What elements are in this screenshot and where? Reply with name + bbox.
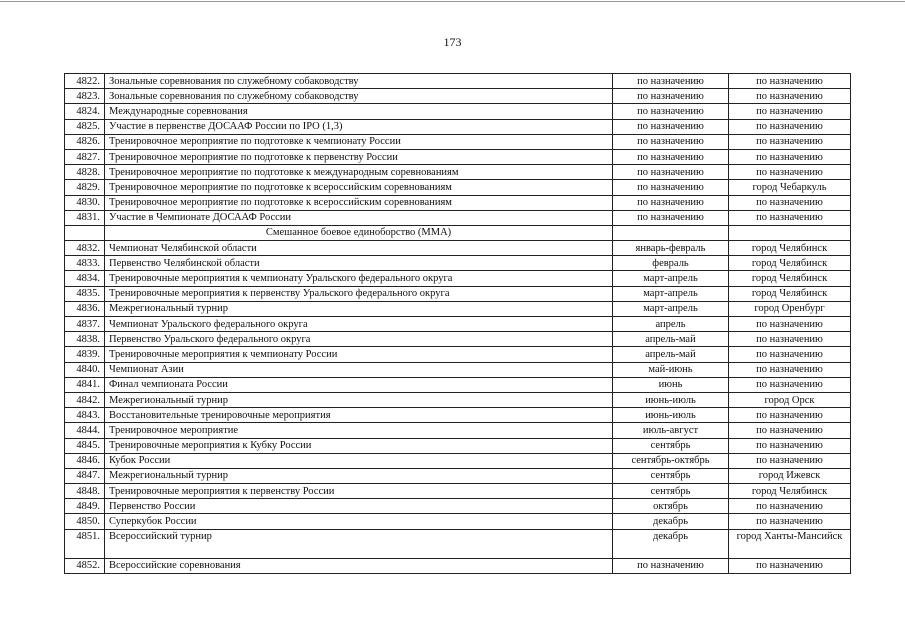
table-row xyxy=(65,362,851,377)
row-number: 4833. xyxy=(65,256,105,271)
table-row xyxy=(65,286,851,301)
table-row xyxy=(65,134,851,149)
table-row xyxy=(65,499,851,514)
event-name: Первенство России xyxy=(105,499,613,514)
event-name: Тренировочные мероприятия к чемпионату Уральского федерального округа xyxy=(105,271,613,286)
row-number: 4835. xyxy=(65,286,105,301)
event-dates: декабрь xyxy=(613,514,729,529)
event-dates: октябрь xyxy=(613,499,729,514)
table-row xyxy=(65,514,851,529)
table-row xyxy=(65,332,851,347)
event-location: по назначению xyxy=(729,438,851,453)
event-location: город Челябинск xyxy=(729,484,851,499)
table-row xyxy=(65,377,851,392)
event-dates: апрель-май xyxy=(613,347,729,362)
event-dates: март-апрель xyxy=(613,301,729,316)
section-num-cell xyxy=(65,225,105,240)
event-dates: декабрь xyxy=(613,529,729,558)
event-dates: по назначению xyxy=(613,558,729,573)
top-rule xyxy=(0,1,905,2)
table-row xyxy=(65,104,851,119)
event-location: по назначению xyxy=(729,104,851,119)
row-number: 4846. xyxy=(65,453,105,468)
event-dates: сентябрь-октябрь xyxy=(613,453,729,468)
event-name: Тренировочное мероприятие по подготовке к первенству России xyxy=(105,149,613,164)
event-location: по назначению xyxy=(729,423,851,438)
event-location: по назначению xyxy=(729,74,851,89)
table-row xyxy=(65,301,851,316)
row-number: 4831. xyxy=(65,210,105,225)
events-table-body xyxy=(65,74,851,574)
event-name: Межрегиональный турнир xyxy=(105,392,613,407)
row-number: 4829. xyxy=(65,180,105,195)
event-name: Тренировочное мероприятие xyxy=(105,423,613,438)
table-row xyxy=(65,392,851,407)
table-row xyxy=(65,149,851,164)
section-place-cell xyxy=(729,225,851,240)
table-row xyxy=(65,317,851,332)
table-row xyxy=(65,529,851,558)
event-name: Суперкубок России xyxy=(105,514,613,529)
event-name: Всероссийские соревнования xyxy=(105,558,613,573)
event-location: город Челябинск xyxy=(729,286,851,301)
table-row xyxy=(65,89,851,104)
row-number: 4852. xyxy=(65,558,105,573)
row-number: 4841. xyxy=(65,377,105,392)
event-name: Чемпионат Челябинской области xyxy=(105,241,613,256)
event-name: Тренировочное мероприятие по подготовке к чемпионату России xyxy=(105,134,613,149)
event-dates: март-апрель xyxy=(613,286,729,301)
event-location: город Челябинск xyxy=(729,256,851,271)
event-name: Тренировочное мероприятие по подготовке к международным соревнованиям xyxy=(105,165,613,180)
events-table xyxy=(64,73,851,574)
event-location: город Орск xyxy=(729,392,851,407)
event-location: по назначению xyxy=(729,558,851,573)
event-name: Зональные соревнования по служебному собаководству xyxy=(105,89,613,104)
event-name: Межрегиональный турнир xyxy=(105,468,613,483)
row-number: 4828. xyxy=(65,165,105,180)
table-row xyxy=(65,241,851,256)
event-name: Всероссийский турнир xyxy=(105,529,613,558)
event-dates: апрель xyxy=(613,317,729,332)
row-number: 4851. xyxy=(65,529,105,558)
event-name: Участие в первенстве ДОСААФ России по IPO (1,3) xyxy=(105,119,613,134)
page-number: 173 xyxy=(443,35,462,49)
event-dates: по назначению xyxy=(613,74,729,89)
row-number: 4823. xyxy=(65,89,105,104)
event-name: Первенство Уральского федерального округа xyxy=(105,332,613,347)
event-dates: июль-август xyxy=(613,423,729,438)
event-location: по назначению xyxy=(729,499,851,514)
row-number: 4827. xyxy=(65,149,105,164)
event-dates: по назначению xyxy=(613,195,729,210)
event-name: Тренировочные мероприятия к первенству России xyxy=(105,484,613,499)
event-location: по назначению xyxy=(729,89,851,104)
event-name: Чемпионат Азии xyxy=(105,362,613,377)
table-row xyxy=(65,558,851,573)
event-name: Межрегиональный турнир xyxy=(105,301,613,316)
table-row xyxy=(65,195,851,210)
event-dates: июнь-июль xyxy=(613,408,729,423)
event-location: по назначению xyxy=(729,210,851,225)
event-location: город Чебаркуль xyxy=(729,180,851,195)
event-location: по назначению xyxy=(729,514,851,529)
row-number: 4824. xyxy=(65,104,105,119)
row-number: 4839. xyxy=(65,347,105,362)
event-name: Чемпионат Уральского федерального округа xyxy=(105,317,613,332)
event-location: по назначению xyxy=(729,347,851,362)
row-number: 4844. xyxy=(65,423,105,438)
table-row xyxy=(65,256,851,271)
event-name: Тренировочные мероприятия к первенству Уральского федерального округа xyxy=(105,286,613,301)
event-name: Кубок России xyxy=(105,453,613,468)
row-number: 4830. xyxy=(65,195,105,210)
table-row xyxy=(65,74,851,89)
event-name: Первенство Челябинской области xyxy=(105,256,613,271)
table-row xyxy=(65,180,851,195)
row-number: 4848. xyxy=(65,484,105,499)
event-dates: сентябрь xyxy=(613,438,729,453)
event-dates: по назначению xyxy=(613,89,729,104)
table-row xyxy=(65,119,851,134)
event-name: Тренировочные мероприятия к чемпионату России xyxy=(105,347,613,362)
table-row xyxy=(65,271,851,286)
event-dates: по назначению xyxy=(613,134,729,149)
table-row xyxy=(65,484,851,499)
event-dates: по назначению xyxy=(613,119,729,134)
row-number: 4847. xyxy=(65,468,105,483)
event-name: Международные соревнования xyxy=(105,104,613,119)
table-row xyxy=(65,453,851,468)
row-number: 4845. xyxy=(65,438,105,453)
event-name: Финал чемпионата России xyxy=(105,377,613,392)
event-location: по назначению xyxy=(729,134,851,149)
event-location: по назначению xyxy=(729,332,851,347)
table-row xyxy=(65,210,851,225)
row-number: 4843. xyxy=(65,408,105,423)
event-location: город Челябинск xyxy=(729,241,851,256)
event-dates: по назначению xyxy=(613,165,729,180)
event-location: по назначению xyxy=(729,453,851,468)
event-location: город Челябинск xyxy=(729,271,851,286)
event-dates: сентябрь xyxy=(613,484,729,499)
event-location: город Ханты-Мансийск xyxy=(729,529,851,558)
event-dates: по назначению xyxy=(613,180,729,195)
table-row xyxy=(65,165,851,180)
event-location: по назначению xyxy=(729,119,851,134)
row-number: 4840. xyxy=(65,362,105,377)
event-dates: по назначению xyxy=(613,104,729,119)
event-dates: сентябрь xyxy=(613,468,729,483)
event-dates: январь-февраль xyxy=(613,241,729,256)
row-number: 4822. xyxy=(65,74,105,89)
event-location: по назначению xyxy=(729,408,851,423)
event-dates: июнь-июль xyxy=(613,392,729,407)
row-number: 4837. xyxy=(65,317,105,332)
event-location: город Оренбург xyxy=(729,301,851,316)
event-dates: май-июнь xyxy=(613,362,729,377)
event-dates: по назначению xyxy=(613,149,729,164)
section-title: Смешанное боевое единоборство (ММА) xyxy=(105,225,613,240)
event-name: Восстановительные тренировочные мероприятия xyxy=(105,408,613,423)
row-number: 4834. xyxy=(65,271,105,286)
row-number: 4838. xyxy=(65,332,105,347)
event-dates: февраль xyxy=(613,256,729,271)
event-location: город Ижевск xyxy=(729,468,851,483)
row-number: 4826. xyxy=(65,134,105,149)
row-number: 4836. xyxy=(65,301,105,316)
row-number: 4842. xyxy=(65,392,105,407)
event-location: по назначению xyxy=(729,317,851,332)
row-number: 4850. xyxy=(65,514,105,529)
table-row xyxy=(65,438,851,453)
event-location: по назначению xyxy=(729,362,851,377)
event-name: Тренировочные мероприятия к Кубку России xyxy=(105,438,613,453)
row-number: 4849. xyxy=(65,499,105,514)
event-location: по назначению xyxy=(729,195,851,210)
event-name: Тренировочное мероприятие по подготовке к всероссийским соревнованиям xyxy=(105,180,613,195)
table-row xyxy=(65,423,851,438)
row-number: 4825. xyxy=(65,119,105,134)
section-header-row xyxy=(65,225,851,240)
event-dates: апрель-май xyxy=(613,332,729,347)
table-row xyxy=(65,468,851,483)
event-name: Тренировочное мероприятие по подготовке к всероссийским соревнованиям xyxy=(105,195,613,210)
section-date-cell xyxy=(613,225,729,240)
event-dates: июнь xyxy=(613,377,729,392)
event-location: по назначению xyxy=(729,149,851,164)
event-location: по назначению xyxy=(729,165,851,180)
event-location: по назначению xyxy=(729,377,851,392)
row-number: 4832. xyxy=(65,241,105,256)
event-name: Участие в Чемпионате ДОСААФ России xyxy=(105,210,613,225)
event-name: Зональные соревнования по служебному собаководству xyxy=(105,74,613,89)
event-dates: март-апрель xyxy=(613,271,729,286)
event-dates: по назначению xyxy=(613,210,729,225)
table-row xyxy=(65,347,851,362)
table-row xyxy=(65,408,851,423)
